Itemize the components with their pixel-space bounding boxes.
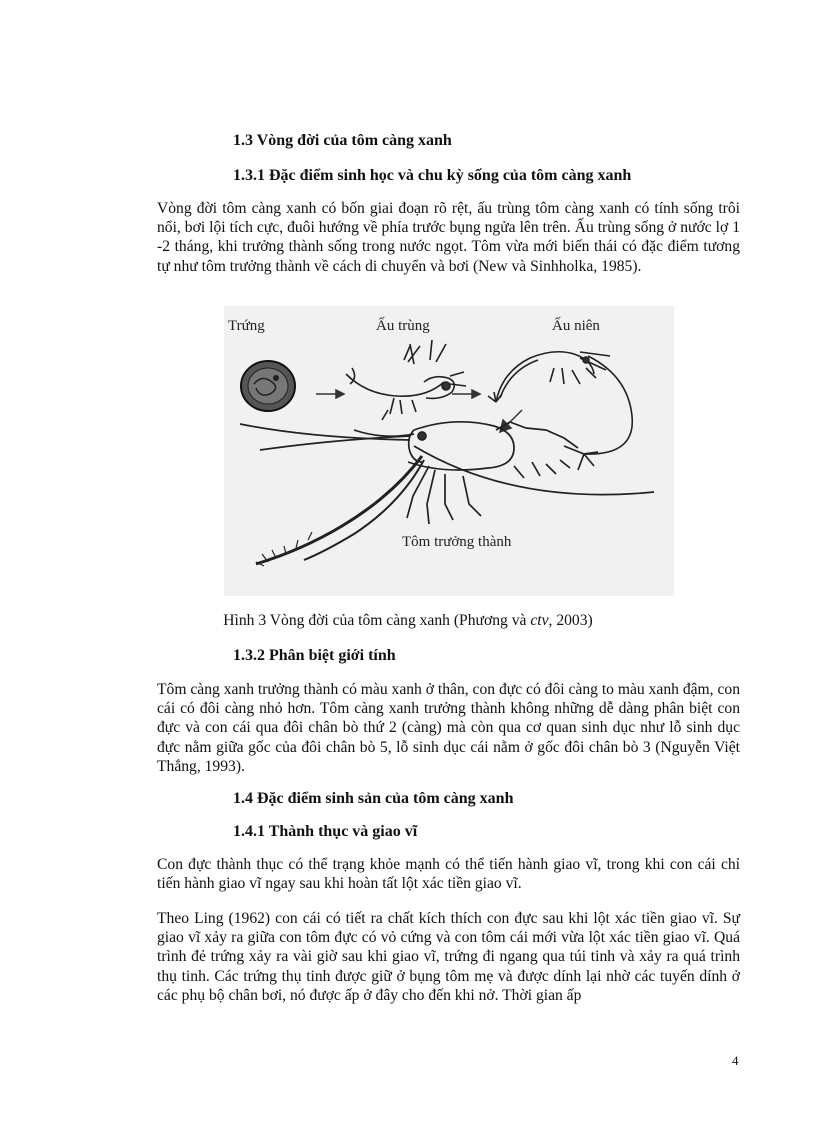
egg-drawing [241,361,295,411]
label-larva: Ấu trùng [376,318,430,334]
paragraph-maturation: Con đực thành thục có thể trạng khỏe mạnh có thể tiến hành giao vĩ, trong khi con cái chỉ tiến hành giao vĩ ngay sau khi hoàn tất lột xác tiền giao vĩ. [157,856,740,893]
label-egg: Trứng [228,318,265,334]
label-juvenile: Ấu niên [552,318,600,334]
caption-year: , 2003) [548,612,593,629]
section-heading-1-3-1: 1.3.1 Đặc điểm sinh học và chu kỳ sống của tôm càng xanh [233,167,632,184]
arrow-juvenile-to-adult [500,410,522,432]
arrow-egg-to-larva [316,390,344,398]
section-heading-1-3-2: 1.3.2 Phân biệt giới tính [233,647,396,664]
section-heading-1-4: 1.4 Đặc điểm sinh sản của tôm càng xanh [233,790,514,807]
life-cycle-figure [224,306,674,596]
life-cycle-illustration [224,306,674,596]
larva-drawing [346,340,466,420]
paragraph-sex-differentiation: Tôm càng xanh trưởng thành có màu xanh ở thân, con đực có đôi càng to màu xanh đậm, con cái có đôi càng nhỏ hơn. Tôm càng xanh trưởng thành không những dễ dàng phân biệt con đực và con cái qua đôi chân bò thứ 2 (càng) mà còn qua cơ quan sinh dục như lỗ sinh dục đực nằm giữa gốc của đôi chân bò 5, lỗ sinh dục cái nằm ở gốc đôi chân bò 3 (Nguyễn Việt Thắng, 1993). [157,681,740,775]
juvenile-drawing [488,352,632,454]
paragraph-life-cycle: Vòng đời tôm càng xanh có bốn giai đoạn rõ rệt, ấu trùng tôm càng xanh có tính sống trôi nổi, bơi lội tích cực, đuôi hướng về phía trước bụng ngửa lên trên. Ấu trùng sống ở nước lợ 1 -2 tháng, khi trưởng thành sống trong nước ngọt. Tôm vừa mới biến thái có đặc điểm tương tự như tôm trưởng thành về cách di chuyển và bơi (New và Sinhholka, 1985). [157,200,740,275]
label-adult: Tôm trưởng thành [402,534,512,550]
paragraph-mating: Theo Ling (1962) con cái có tiết ra chất kích thích con đực sau khi lột xác tiền giao vĩ. Sự giao vĩ xảy ra giữa con tôm đực có vỏ cứng và con tôm cái mới vừa lột xác tiền giao vĩ. Quá trình đẻ trứng xảy ra vài giờ sau khi giao vĩ, trứng đi ngang qua túi tinh và xảy ra quá trình thụ tinh. Các trứng thụ tinh được giữ ở bụng tôm mẹ và được dính lại nhờ các tuyến dính ở các phụ bộ chân bơi, nó được ấp ở đây cho đến khi nở. Thời gian ấp [157,910,740,1004]
page-number: 4 [732,1053,739,1068]
caption-italic: ctv [530,612,549,629]
section-heading-1-3: 1.3 Vòng đời của tôm càng xanh [233,132,452,149]
section-heading-1-4-1: 1.4.1 Thành thục và giao vĩ [233,823,418,840]
arrow-larva-to-juvenile [452,390,480,398]
figure-caption [0,611,816,630]
caption-text: Hình 3 Vòng đời của tôm càng xanh (Phương và [223,612,531,629]
